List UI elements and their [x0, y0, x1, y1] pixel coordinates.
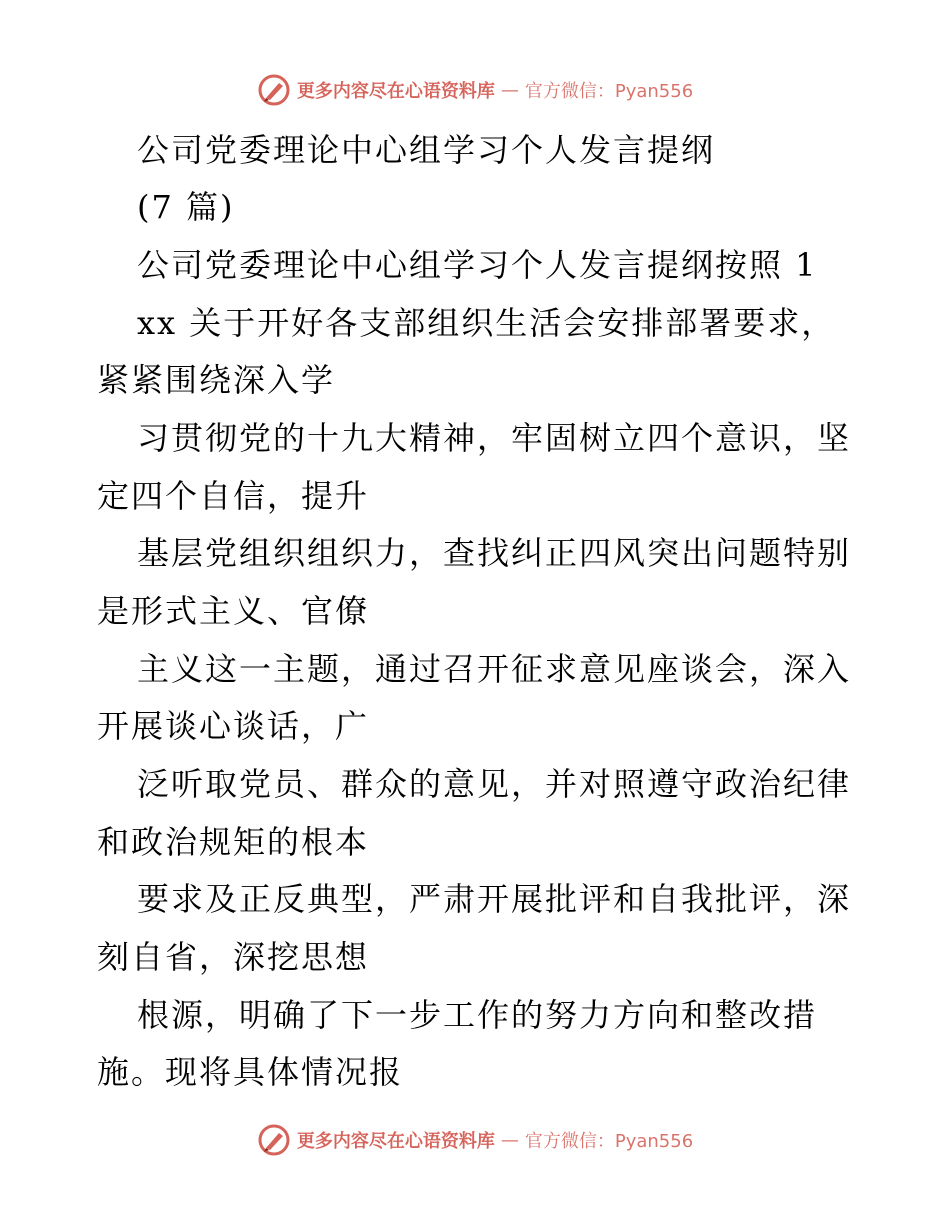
watermark-separator: —: [500, 79, 519, 101]
pen-logo-icon: [257, 73, 291, 107]
paragraph-line: xx 关于开好各支部组织生活会安排部署要求，: [137, 304, 836, 342]
paragraph-line: 刻自省，深挖思想: [97, 938, 370, 976]
paragraph-line: 定四个自信，提升: [97, 477, 370, 515]
footer-watermark: [0, 1120, 950, 1160]
watermark-separator: —: [500, 1129, 519, 1151]
paragraph-line: 和政治规矩的根本: [97, 823, 370, 861]
watermark-official-account: 官方微信：Pyan556: [524, 1131, 694, 1152]
paragraph-line: 是形式主义、官僚: [97, 592, 370, 630]
paragraph-line: 开展谈心谈话，广: [97, 707, 370, 745]
paragraph-line: 主义这一主题，通过召开征求意见座谈会，深入: [137, 650, 852, 688]
pen-logo-icon: [257, 1123, 291, 1157]
paragraph-line: 施。现将具体情况报: [97, 1053, 404, 1091]
document-title: 公司党委理论中心组学习个人发言提纲: [137, 131, 716, 169]
paragraph-line: 根源，明确了下一步工作的努力方向和整改措: [137, 996, 818, 1034]
paragraph-line: 基层党组织组织力，查找纠正四风突出问题特别: [137, 534, 852, 572]
watermark-brand-text: 更多内容尽在心语资料库: [296, 81, 495, 102]
header-watermark: [0, 70, 950, 110]
paragraph-line: 要求及正反典型，严肃开展批评和自我批评，深: [137, 880, 852, 918]
paragraph-line: 公司党委理论中心组学习个人发言提纲按照 1: [137, 246, 818, 284]
paragraph-line: 紧紧围绕深入学: [97, 361, 336, 399]
paragraph-line: 习贯彻党的十九大精神，牢固树立四个意识，坚: [137, 419, 852, 457]
watermark-brand-text: 更多内容尽在心语资料库: [296, 1131, 495, 1152]
paragraph-line: 泛听取党员、群众的意见，并对照遵守政治纪律: [137, 765, 852, 803]
watermark-official-account: 官方微信：Pyan556: [524, 81, 694, 102]
document-subtitle: (7 篇): [137, 188, 235, 226]
